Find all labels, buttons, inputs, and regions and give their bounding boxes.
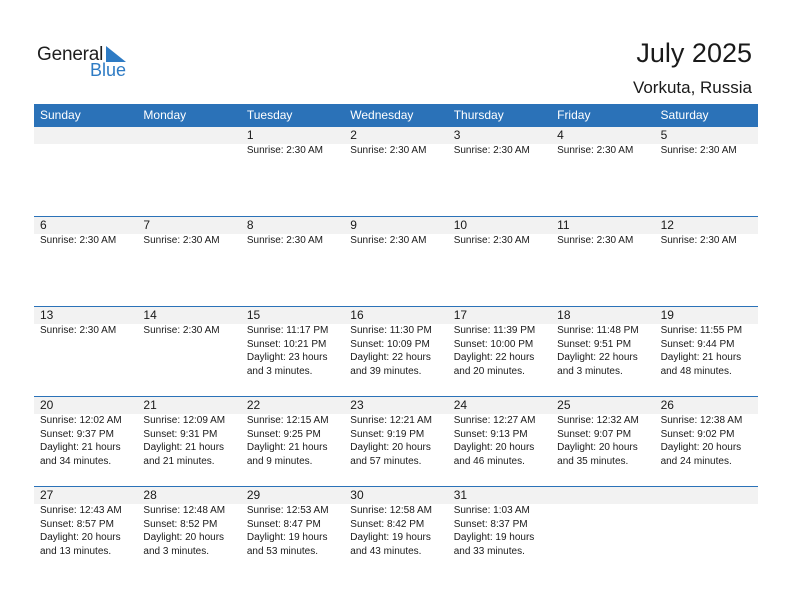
day-info-line: Sunset: 10:09 PM [350, 338, 430, 350]
day-info-line: Sunrise: 2:30 AM [660, 145, 737, 156]
day-info-line: Sunrise: 12:32 AM [557, 415, 639, 426]
day-info-line: Daylight: 22 hours [350, 352, 431, 363]
day-number: 21 [143, 398, 157, 412]
day-info-line: Sunset: 9:13 PM [453, 428, 528, 440]
day-number: 14 [143, 308, 157, 322]
day-cell [551, 397, 654, 487]
day-cell [551, 487, 654, 577]
day-info-line: Sunrise: 1:03 AM [453, 505, 530, 516]
day-info-line: Daylight: 21 hours [660, 352, 742, 363]
day-info-line: Sunset: 9:51 PM [557, 338, 632, 350]
day-info-line: Sunrise: 2:30 AM [40, 325, 117, 336]
brand-logo [37, 44, 147, 80]
day-info-line: Daylight: 19 hours [350, 532, 431, 543]
day-number [661, 487, 758, 504]
day-info-line: and 21 minutes. [143, 455, 215, 467]
day-info-line: Sunrise: 12:09 AM [143, 415, 226, 426]
day-cell [137, 307, 240, 397]
day-number: 11 [557, 218, 570, 232]
day-number: 26 [660, 398, 674, 412]
day-info-line: Daylight: 20 hours [350, 442, 431, 453]
day-cell [34, 397, 137, 487]
day-number: 25 [557, 398, 571, 412]
day-number: 10 [453, 218, 468, 232]
day-cell [344, 307, 447, 397]
day-cell [344, 217, 447, 307]
day-info-line: and 3 minutes. [557, 365, 623, 377]
day-info-line: Sunset: 8:47 PM [246, 518, 321, 530]
day-info-line: Sunset: 9:31 PM [143, 428, 218, 440]
day-cell [34, 127, 137, 217]
day-cell [448, 307, 551, 397]
day-info-line: Sunrise: 2:30 AM [557, 145, 634, 156]
day-cell [241, 307, 344, 397]
day-info-line: Daylight: 20 hours [40, 532, 121, 543]
day-info-line: Sunset: 9:19 PM [350, 428, 425, 440]
day-info-line: Sunrise: 2:30 AM [350, 235, 427, 246]
day-number: 23 [350, 398, 364, 412]
page-title: July 2025 [636, 38, 752, 68]
day-info-line: and 53 minutes. [246, 545, 319, 557]
day-number [143, 127, 240, 144]
day-info-line: Sunrise: 12:43 AM [40, 505, 122, 516]
day-info-line: Sunrise: 2:30 AM [143, 235, 220, 246]
day-info-line: Sunrise: 2:30 AM [40, 235, 117, 246]
day-number: 29 [246, 488, 261, 502]
day-info-line: Sunrise: 12:02 AM [40, 415, 122, 426]
day-info-line: Sunrise: 2:30 AM [246, 145, 323, 156]
day-info-line: Sunrise: 11:48 PM [557, 325, 639, 336]
weekday-thursday: Thursday [453, 108, 504, 122]
day-number: 2 [350, 128, 357, 142]
day-cell [655, 397, 758, 487]
day-info-line: Sunrise: 2:30 AM [453, 235, 530, 246]
day-number: 9 [350, 218, 357, 232]
day-number [557, 487, 654, 504]
day-info-line: Sunset: 9:44 PM [660, 338, 735, 350]
day-info-line: and 24 minutes. [660, 455, 732, 467]
day-cell [655, 127, 758, 217]
day-info-line: and 3 minutes. [246, 365, 313, 377]
day-info-line: Sunset: 10:00 PM [453, 338, 534, 350]
day-info-line: Daylight: 20 hours [557, 442, 638, 453]
day-cell [137, 487, 240, 577]
day-cell [344, 487, 447, 577]
day-number: 18 [557, 308, 571, 322]
day-info-line: and 35 minutes. [557, 455, 629, 467]
day-cell [655, 307, 758, 397]
day-info-line: Daylight: 22 hours [557, 352, 638, 363]
day-info-line: Daylight: 20 hours [143, 532, 225, 543]
day-info-line: Sunset: 9:25 PM [246, 428, 321, 440]
day-info-line: Sunrise: 11:55 PM [660, 325, 743, 336]
day-info-line: Daylight: 23 hours [246, 352, 328, 363]
day-info-line: Sunset: 9:07 PM [557, 428, 632, 440]
day-cell [241, 487, 344, 577]
day-info-line: Sunset: 8:52 PM [143, 518, 218, 530]
day-info-line: Sunrise: 12:27 AM [453, 415, 536, 426]
day-cell [655, 217, 758, 307]
day-cell [137, 127, 240, 217]
day-info-line: and 33 minutes. [453, 545, 525, 557]
day-cell [448, 217, 551, 307]
day-number: 28 [143, 488, 157, 502]
day-info-line: and 43 minutes. [350, 545, 422, 557]
day-info-line: Daylight: 21 hours [143, 442, 225, 453]
day-cell [448, 127, 551, 217]
day-number: 20 [40, 398, 54, 412]
logo-text-general: General [37, 44, 104, 65]
day-number: 5 [660, 128, 668, 142]
day-info-line: Sunrise: 2:30 AM [143, 325, 220, 336]
day-info-line: Sunrise: 2:30 AM [350, 145, 427, 156]
week-row [34, 216, 758, 307]
day-info-line: Daylight: 20 hours [660, 442, 742, 453]
day-number: 22 [246, 398, 261, 412]
day-info-line: Sunset: 8:57 PM [40, 518, 114, 530]
day-number: 31 [453, 488, 468, 502]
day-info-line: Sunset: 9:02 PM [660, 428, 735, 440]
day-info-line: and 39 minutes. [350, 365, 422, 377]
day-info-line: Sunrise: 2:30 AM [557, 235, 634, 246]
day-info-line: Sunrise: 11:30 PM [350, 325, 432, 336]
day-info-line: Daylight: 21 hours [246, 442, 328, 453]
day-info-line: and 57 minutes. [350, 455, 422, 467]
day-info-line: Sunset: 9:37 PM [40, 428, 114, 440]
day-info-line: Daylight: 20 hours [453, 442, 535, 453]
week-row [34, 486, 758, 577]
week-row [34, 126, 758, 217]
day-info-line: and 3 minutes. [143, 545, 210, 557]
day-info-line: Sunrise: 12:53 AM [246, 505, 329, 516]
day-info-line: Sunset: 8:42 PM [350, 518, 425, 530]
weekday-tuesday: Tuesday [246, 108, 293, 122]
day-number: 13 [40, 308, 54, 322]
day-info-line: Sunrise: 12:48 AM [143, 505, 226, 516]
day-info-line: Daylight: 19 hours [453, 532, 535, 543]
day-number: 3 [453, 128, 461, 142]
day-number: 7 [143, 218, 151, 232]
day-cell [551, 217, 654, 307]
day-info-line: Sunset: 8:37 PM [453, 518, 528, 530]
day-cell [551, 127, 654, 217]
day-info-line: Sunrise: 2:30 AM [660, 235, 737, 246]
day-cell [448, 487, 551, 577]
day-cell [241, 127, 344, 217]
weekday-saturday: Saturday [660, 108, 709, 122]
day-number: 27 [40, 488, 54, 502]
day-number: 17 [453, 308, 468, 322]
weekday-header [34, 104, 758, 126]
day-number: 4 [557, 128, 564, 142]
day-number: 16 [350, 308, 364, 322]
day-info-line: and 46 minutes. [453, 455, 525, 467]
day-info-line: Sunrise: 12:38 AM [660, 415, 743, 426]
weekday-sunday: Sunday [40, 108, 81, 122]
day-info-line: and 13 minutes. [40, 545, 112, 557]
week-row [34, 396, 758, 487]
day-number: 6 [40, 218, 47, 232]
day-cell [344, 397, 447, 487]
day-cell [34, 487, 137, 577]
weekday-friday: Friday [557, 108, 591, 122]
day-info-line: Daylight: 21 hours [40, 442, 121, 453]
day-cell [655, 487, 758, 577]
weekday-wednesday: Wednesday [350, 108, 414, 122]
day-number: 8 [246, 218, 254, 232]
day-info-line: Sunrise: 2:30 AM [246, 235, 323, 246]
day-cell [137, 397, 240, 487]
day-info-line: Daylight: 22 hours [453, 352, 535, 363]
day-info-line: and 34 minutes. [40, 455, 112, 467]
day-cell [241, 397, 344, 487]
day-info-line: and 48 minutes. [660, 365, 732, 377]
day-number: 24 [453, 398, 468, 412]
day-info-line: Sunrise: 11:17 PM [246, 325, 329, 336]
day-info-line: and 20 minutes. [453, 365, 525, 377]
day-info-line: and 9 minutes. [246, 455, 313, 467]
day-number: 1 [246, 128, 254, 142]
day-info-line: Sunrise: 12:15 AM [246, 415, 329, 426]
day-number [40, 127, 137, 144]
day-cell [34, 217, 137, 307]
day-cell [34, 307, 137, 397]
week-row [34, 306, 758, 397]
day-cell [448, 397, 551, 487]
logo-text-blue: Blue [90, 60, 127, 80]
day-cell [551, 307, 654, 397]
day-number: 12 [660, 218, 674, 232]
day-cell [241, 217, 344, 307]
day-number: 15 [246, 308, 261, 322]
day-number: 19 [660, 308, 674, 322]
weekday-monday: Monday [143, 108, 187, 122]
day-info-line: Sunrise: 12:21 AM [350, 415, 432, 426]
day-cell [137, 217, 240, 307]
day-info-line: Sunrise: 2:30 AM [453, 145, 530, 156]
day-info-line: Sunrise: 12:58 AM [350, 505, 432, 516]
day-info-line: Sunset: 10:21 PM [246, 338, 327, 350]
day-info-line: Sunrise: 11:39 PM [453, 325, 536, 336]
day-info-line: Daylight: 19 hours [246, 532, 328, 543]
location-subtitle: Vorkuta, Russia [632, 78, 752, 97]
day-number: 30 [350, 488, 364, 502]
day-cell [344, 127, 447, 217]
